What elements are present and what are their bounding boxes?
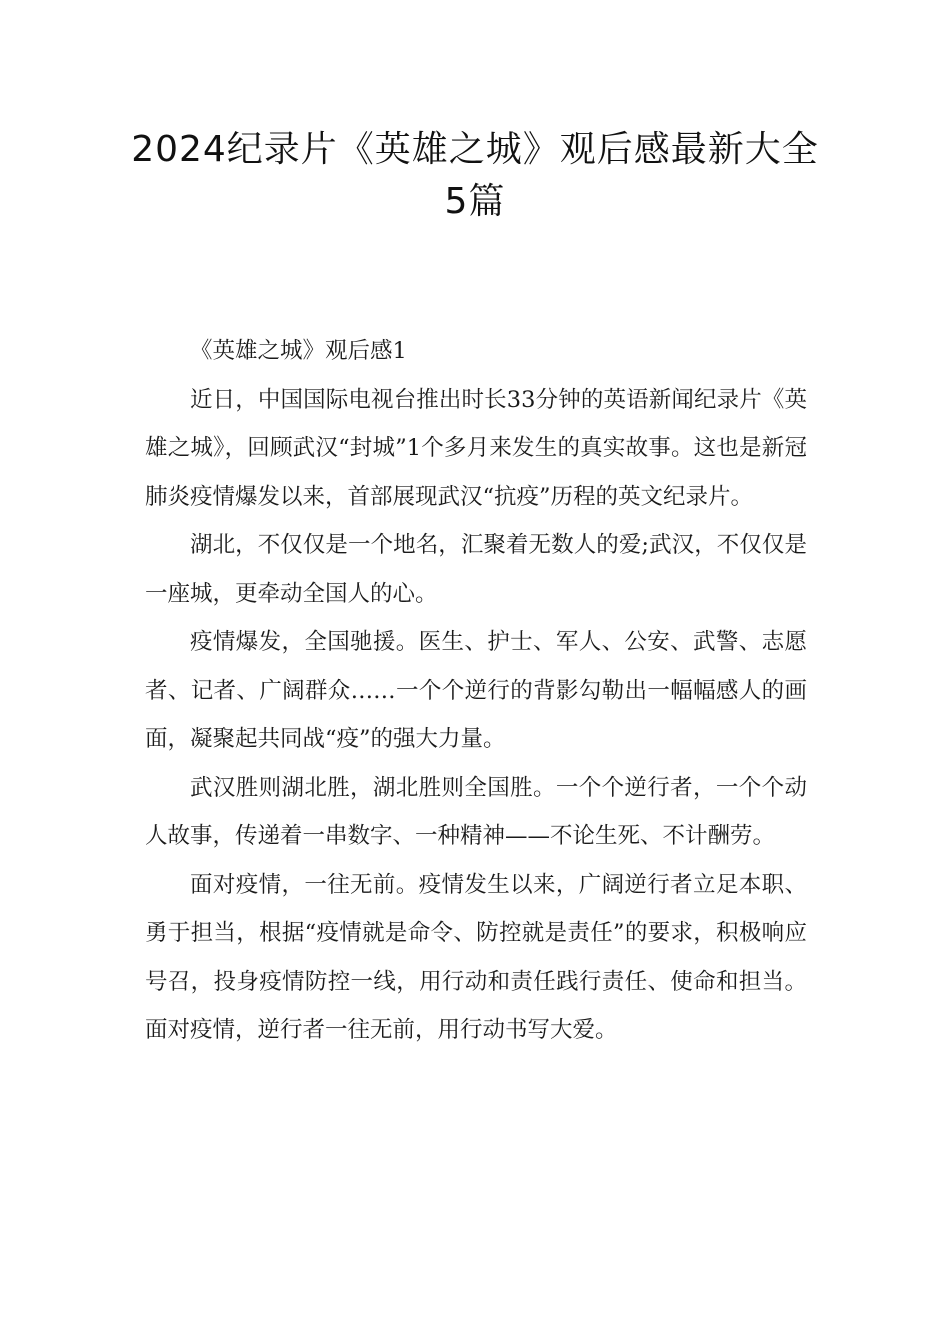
document-body [145,327,807,1055]
paragraph: 武汉胜则湖北胜，湖北胜则全国胜。一个个逆行者，一个个动人故事，传递着一串数字、一种精神——不论生死、不计酬劳。 [145,774,807,849]
section-heading: 《英雄之城》观后感1 [190,338,407,364]
paragraph: 面对疫情，一往无前。疫情发生以来，广阔逆行者立足本职、勇于担当，根据“疫情就是命令、防控就是责任”的要求，积极响应号召，投身疫情防控一线，用行动和责任践行责任、使命和担当。面对疫情，逆行者一往无前，用行动书写大爱。 [145,871,807,1043]
document-title: 2024纪录片《英雄之城》观后感最新大全5篇 [131,129,819,222]
paragraph: 近日，中国国际电视台推出时长33分钟的英语新闻纪录片《英雄之城》，回顾武汉“封城”1个多月来发生的真实故事。这也是新冠肺炎疫情爆发以来，首部展现武汉“抗疫”历程的英文纪录片。 [145,386,807,510]
paragraph: 疫情爆发，全国驰援。医生、护士、军人、公安、武警、志愿者、记者、广阔群众……一个个逆行的背影勾勒出一幅幅感人的画面，凝聚起共同战“疫”的强大力量。 [145,629,807,752]
paragraph: 湖北，不仅仅是一个地名，汇聚着无数人的爱;武汉，不仅仅是一座城，更牵动全国人的心。 [145,532,807,607]
